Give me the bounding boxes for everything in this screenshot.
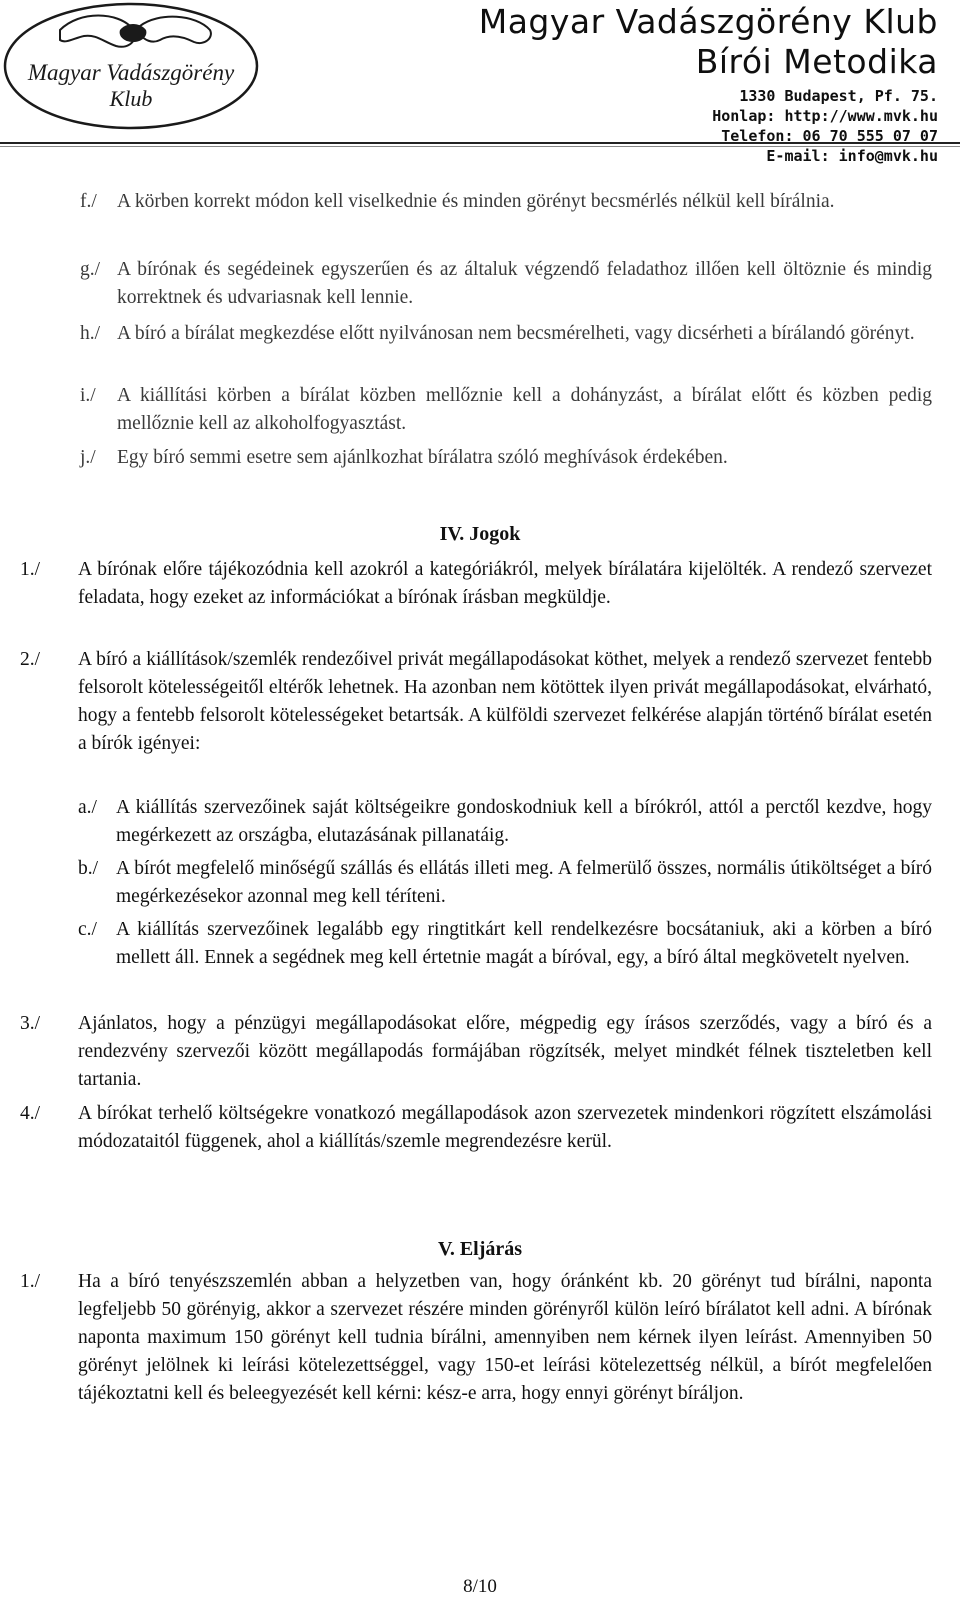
list-item xyxy=(80,188,932,216)
item-text: Egy bíró semmi esetre sem ajánlkozhat bírálatra szóló meghívások érdekében. xyxy=(117,447,728,468)
item-label: 2./ xyxy=(20,649,41,670)
sub-list-item xyxy=(78,855,932,911)
item-text: A körben korrekt módon kell viselkednie és minden görényt becsmérlés nélkül kell bírálnia. xyxy=(117,191,835,212)
section-heading: IV. Jogok xyxy=(439,523,521,545)
sub-list-item xyxy=(78,794,932,850)
item-text: Ha a bíró tenyészszemlén abban a helyzetben van, hogy óránként kb. 20 görényt tud bírálni, naponta legfeljebb 50 görényig, akkor a szervezet részére minden görényről külön leíró bírálatot kell adni. A bírónak naponta maximum 150 görényt kell tudnia bírálni, amennyiben nem kérnek ilyen leírást. Amennyiben 50 görényt jelölnek ki leírási kötelezettséggel, vagy 150-et leírási kötelezettség nélkül, a bírót megfelelően tájékoztatni kell és beleegyezését kell kérni: kész-e arra, hogy ennyi görényt bíráljon. xyxy=(78,1271,932,1404)
item-text: A bírónak és segédeinek egyszerűen és az általuk végzendő feladathoz illően kell öltöznie és mindig korrektnek és udvariasnak kell lennie. xyxy=(117,259,932,308)
item-text: A kiállítás szervezőinek saját költségeikre gondoskodniuk kell a bírókról, attól a perctől kezdve, hogy megérkezett az országba, elutazásának pillanatáig. xyxy=(116,797,932,846)
club-logo xyxy=(0,0,262,134)
list-item xyxy=(80,382,932,438)
item-label: 1./ xyxy=(20,1271,41,1292)
section-heading: V. Eljárás xyxy=(437,1238,523,1260)
document-title: Bírói Metodika xyxy=(695,42,938,81)
item-text: A bíró a bírálat megkezdése előtt nyilvánosan nem becsmérelheti, vagy dicsérheti a bírálandó görényt. xyxy=(117,323,915,344)
item-label: h./ xyxy=(80,323,101,344)
website: Honlap: http://www.mvk.hu xyxy=(712,107,938,125)
list-item xyxy=(20,1268,932,1408)
list-item xyxy=(80,444,932,472)
email: E-mail: info@mvk.hu xyxy=(766,147,938,165)
item-text: A bírónak előre tájékozódnia kell azokról a kategóriákról, melyek bírálatára kijelölték. A rendező szervezet feladata, hogy ezeket az információkat a bírónak írásban megküldje. xyxy=(78,559,932,608)
item-label: j./ xyxy=(80,447,96,468)
list-item xyxy=(20,1100,932,1156)
list-item xyxy=(20,556,932,612)
header-rule-thin xyxy=(0,146,960,147)
item-text: Ajánlatos, hogy a pénzügyi megállapodásokat előre, mégpedig egy írásos szerződés, vagy a bíró és a rendezvény szervezői között megállapodás formájában rögzítsék, melyet mindkét félnek tiszteletben kell tartania. xyxy=(78,1013,932,1090)
item-text: A bíró a kiállítások/szemlék rendezőivel privát megállapodásokat köthet, melyek a rendező szervezet fentebb felsorolt kötelességeitől eltérők lehetnek. Ha azonban nem kötöttek ilyen privát megállapodásokat, elvárható, hogy a fentebb felsorolt kötelességeket betartsák. A külföldi szervezet felkérése alapján történő bírálat esetén a bírók igényei: xyxy=(78,649,932,754)
sub-list-item xyxy=(78,916,932,972)
item-label: g./ xyxy=(80,259,101,280)
item-label: 1./ xyxy=(20,559,41,580)
postal-address: 1330 Budapest, Pf. 75. xyxy=(739,87,938,105)
list-item xyxy=(20,1010,932,1094)
list-item xyxy=(80,320,932,348)
item-label: b./ xyxy=(78,858,99,879)
page-number: 8/10 xyxy=(463,1576,497,1597)
list-item xyxy=(80,256,932,312)
item-label: c./ xyxy=(78,919,97,940)
item-label: 3./ xyxy=(20,1013,41,1034)
list-item xyxy=(20,646,932,758)
phone: Telefon: 06 70 555 07 07 xyxy=(721,127,938,145)
header-rule xyxy=(0,142,960,144)
ferret-head-icon xyxy=(120,24,147,42)
ferret-icon xyxy=(140,17,211,43)
item-label: a./ xyxy=(78,797,97,818)
club-name: Magyar Vadászgörény Klub xyxy=(478,2,938,41)
item-text: A bírót megfelelő minőségű szállás és ellátás illeti meg. A felmerülő összes, normális útiköltséget a bíró megérkezésekor azonnal meg kell téríteni. xyxy=(116,858,932,907)
item-text: A bírókat terhelő költségekre vonatkozó megállapodások azon szervezetek mindenkori rögzített elszámolási módozataitól függenek, ahol a kiállítás/szemle megrendezésre kerül. xyxy=(78,1103,932,1152)
item-text: A kiállítási körben a bírálat közben mellőznie kell a dohányzást, a bírálat előtt és közben pedig mellőznie kell az alkoholfogyasztást. xyxy=(117,385,932,434)
logo-text-2: Klub xyxy=(109,86,153,111)
item-text: A kiállítás szervezőinek legalább egy ringtitkárt kell rendelkezésre bocsátaniuk, aki a körben a bíró mellett áll. Ennek a segédnek meg kell értetnie magát a bíróval, egy, a bíró által megkövetelt nyelven. xyxy=(116,919,932,968)
logo-text-1: Magyar Vadászgörény xyxy=(27,60,235,85)
item-label: i./ xyxy=(80,385,96,406)
item-label: f./ xyxy=(80,191,97,212)
item-label: 4./ xyxy=(20,1103,41,1124)
